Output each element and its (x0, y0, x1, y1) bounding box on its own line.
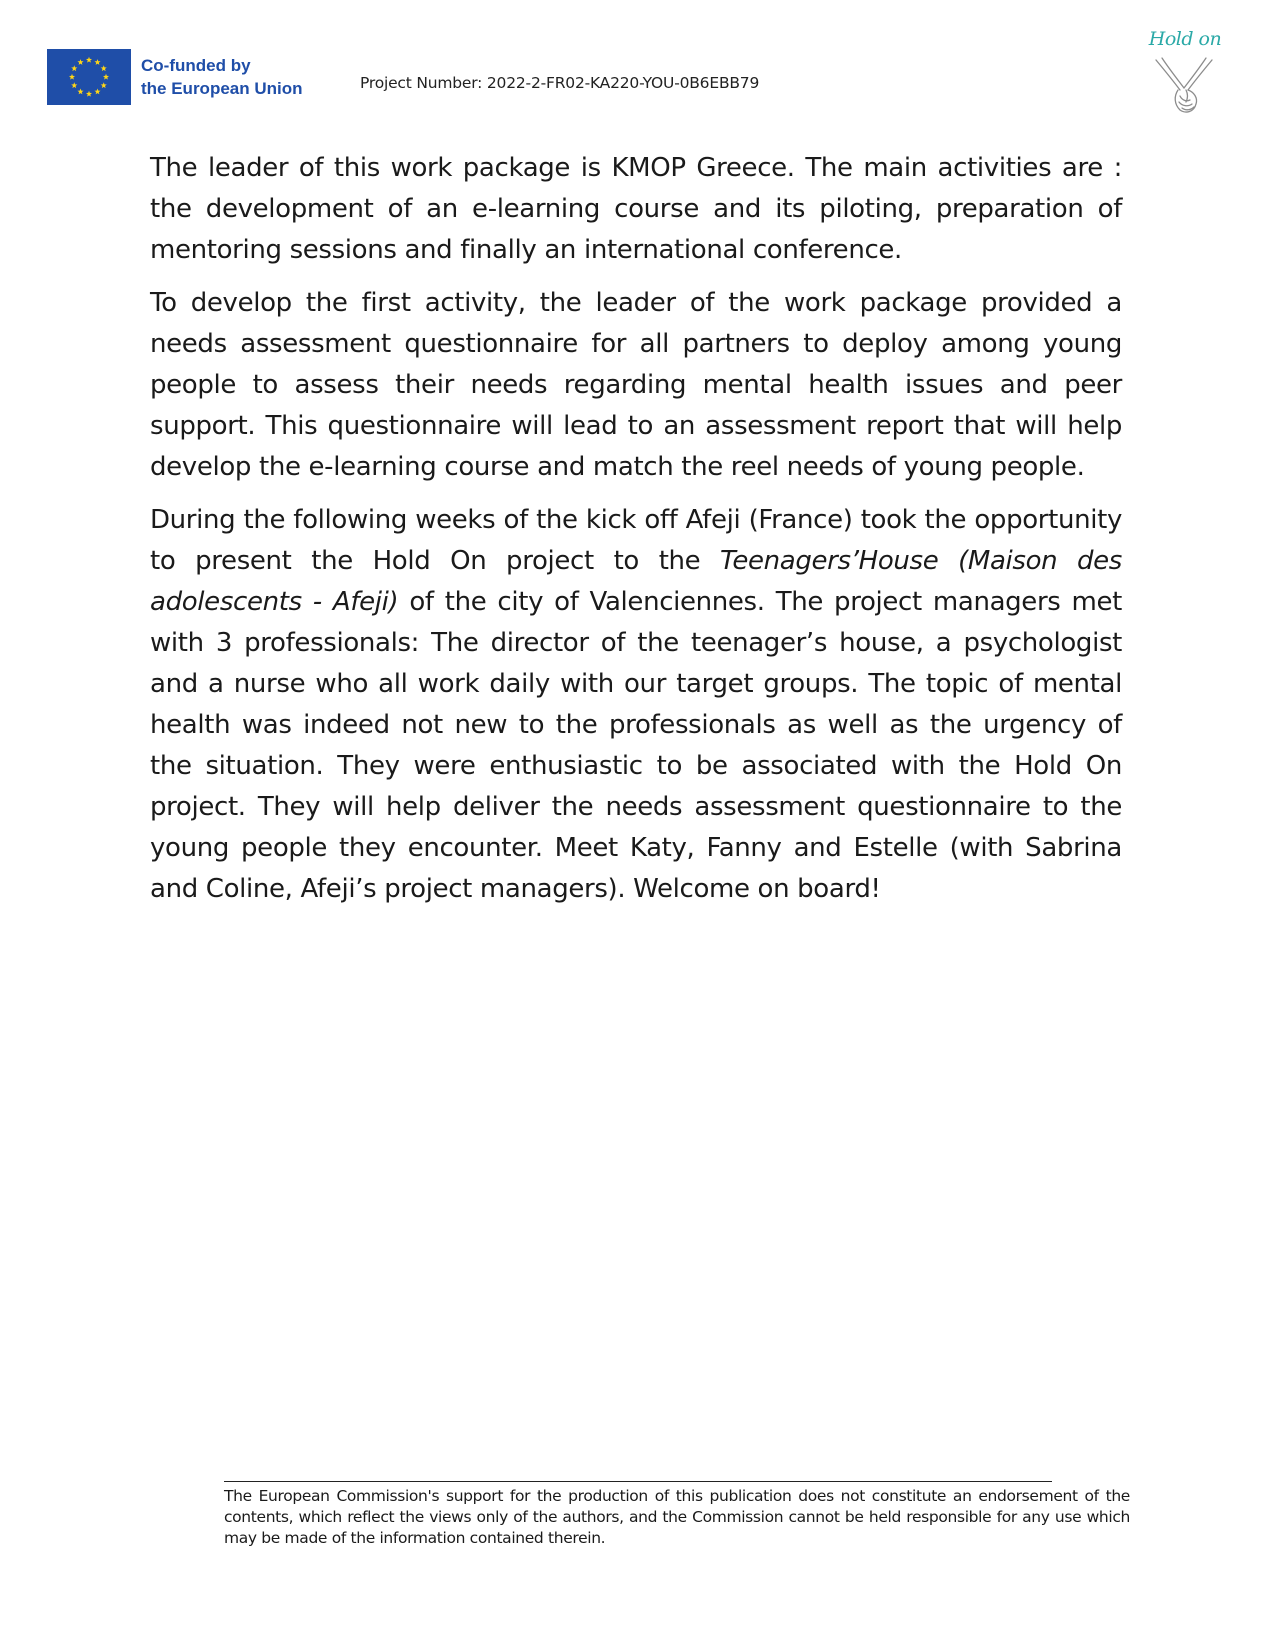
paragraph-1: The leader of this work package is KMOP Greece. The main activities are : the development of an e-learning course and its piloting, preparation of mentoring sessions and finally an international conference. (150, 153, 1122, 265)
paragraph-3 (150, 500, 1122, 910)
footer-divider (224, 1481, 1052, 1482)
eu-flag-icon (47, 49, 131, 105)
eu-disclaimer: The European Commission's support for the production of this publication does not constitute an endorsement of the contents, which reflect the views only of the authors, and the Commission cannot be held responsible for any use which may be made of the information contained therein. (224, 1487, 1130, 1547)
eu-text-line-2: the European Union (141, 79, 303, 98)
eu-text-line-1: Co-funded by (141, 56, 251, 75)
eu-cofunded-text (141, 54, 303, 100)
holding-hands-icon (1152, 54, 1216, 118)
eu-cofunded-logo (47, 49, 303, 105)
hold-on-logo (1140, 28, 1230, 120)
paragraph-3-italic: Teenagers’House (Maison des adolescents - Afeji) (150, 546, 1123, 617)
paragraph-3-intro: During the following weeks of the kick off Afeji (France) took the opportunity to present the Hold On project to the (150, 505, 1122, 576)
project-number: Project Number: 2022-2-FR02-KA220-YOU-0B6EBB79 (360, 74, 760, 92)
paragraph-3-rest: of the city of Valenciennes. The project managers met with 3 professionals: The director of the teenager’s house, a psychologist and a nurse who all work daily with our target groups. The topic of mental health was indeed not new to the professionals as well as the urgency of the situation. They were enthusiastic to be associated with the Hold On project. They will help deliver the needs assessment questionnaire to the young people they encounter. Meet Katy, Fanny and Estelle (with Sabrina and Coline, Afeji’s project managers). Welcome on board! (150, 587, 1122, 904)
main-text (150, 148, 1122, 922)
paragraph-2: To develop the first activity, the leader of the work package provided a needs assessment questionnaire for all partners to deploy among young people to assess their needs regarding mental health issues and peer support. This questionnaire will lead to an assessment report that will help develop the e-learning course and match the reel needs of young people. (150, 288, 1122, 482)
hold-on-logo-text: Hold on (1148, 28, 1222, 50)
